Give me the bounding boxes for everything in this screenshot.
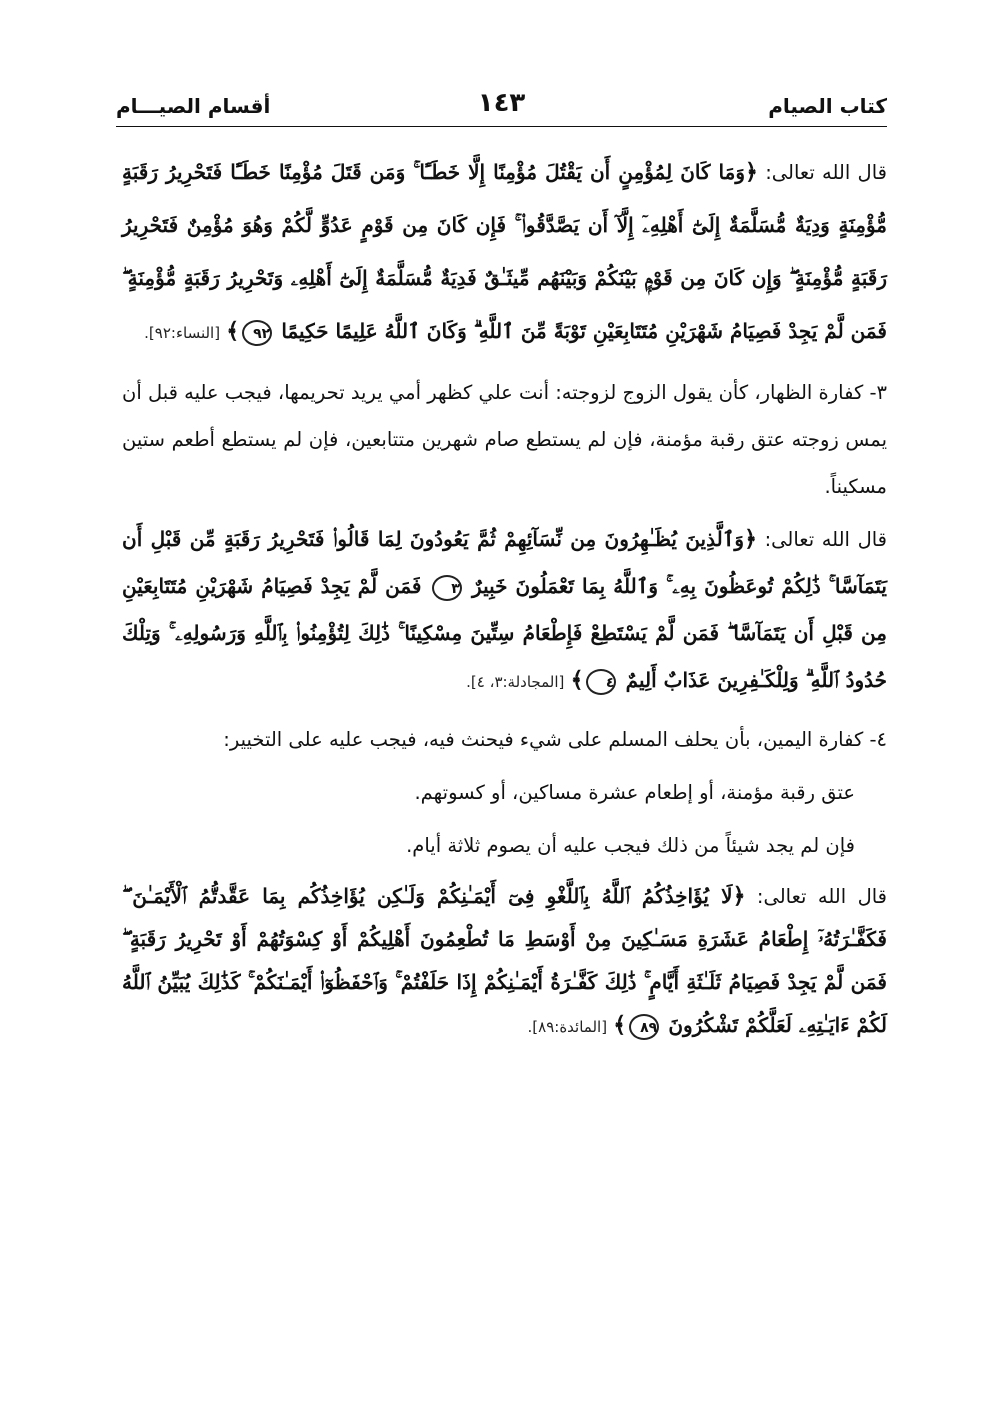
quran-close-ornament: ﴾ — [570, 667, 584, 693]
intro-label: قال الله تعالى: — [756, 885, 887, 908]
list-item-text: كفارة الظهار، كأن يقول الزوج لزوجته: أنت علي كظهر أمي يريد تحريمها، فيجب عليه قبل أن يمس زوجته عتق رقبة مؤمنة، فإن لم يستطع صام شهرين متتابعين، فإن لم يستطع أطعم ستين مسكيناً. — [122, 381, 887, 498]
intro-label: قال الله تعالى: — [764, 528, 887, 551]
list-item-3 — [122, 369, 887, 510]
verse-block-nisa — [122, 146, 887, 359]
quran-verse-text: وَمَا كَانَ لِمُؤْمِنٍ أَن يَقْتُلَ مُؤْمِنًا إِلَّا خَطَـًٔا ۚ وَمَن قَتَلَ مُؤْمِنًا خَطَـًٔا فَتَحْرِيرُ رَقَبَةٍ مُّؤْمِنَةٍ وَدِيَةٌ مُّسَلَّمَةٌ إِلَىٰٓ أَهْلِهِۦٓ إِلَّآ أَن يَصَّدَّقُوا۟ ۚ فَإِن كَانَ مِن قَوْمٍ عَدُوٍّ لَّكُمْ وَهُوَ مُؤْمِنٌ فَتَحْرِيرُ رَقَبَةٍ مُّؤْمِنَةٍ ۖ وَإِن كَانَ مِن قَوْمٍۭ بَيْنَكُمْ وَبَيْنَهُم مِّيثَـٰقٌ فَدِيَةٌ مُّسَلَّمَةٌ إِلَىٰٓ أَهْلِهِۦ وَتَحْرِيرُ رَقَبَةٍ مُّؤْمِنَةٍ ۖ فَمَن لَّمْ يَجِدْ فَصِيَامُ شَهْرَيْنِ مُتَتَابِعَيْنِ تَوْبَةً مِّنَ ٱللَّهِ ۗ وَكَانَ ٱللَّهُ عَلِيمًا حَكِيمًا — [122, 160, 887, 343]
ayah-number-marker: ٤ — [586, 669, 616, 695]
ayah-number-marker: ٣ — [432, 575, 462, 601]
page-content — [122, 140, 887, 1048]
verse-citation: [النساء:٩٢]. — [144, 324, 221, 342]
page-header — [116, 86, 887, 127]
option-line-b: فإن لم يجد شيئاً من ذلك فيجب عليه أن يصوم ثلاثة أيام. — [406, 834, 855, 857]
book-title: كتاب الصيام — [768, 94, 887, 118]
page-number: ١٤٣ — [477, 88, 526, 118]
verse-citation: [المجادلة:٣، ٤]. — [466, 673, 565, 691]
option-line-a: عتق رقبة مؤمنة، أو إطعام عشرة مساكين، أو كسوتهم. — [414, 781, 855, 804]
quran-open-ornament: ﴿ — [732, 883, 746, 909]
list-item-4 — [122, 716, 887, 763]
intro-label: قال الله تعالى: — [765, 161, 887, 184]
list-item-text: كفارة اليمين، بأن يحلف المسلم على شيء فيحنث فيه، فيجب عليه على التخيير: — [223, 728, 864, 751]
quran-open-ornament: ﴿ — [744, 526, 757, 552]
ayah-number-marker: ٨٩ — [629, 1014, 659, 1040]
quran-open-ornament: ﴿ — [745, 159, 758, 185]
quran-verse-text: فَمَن لَّمْ يَجِدْ فَصِيَامُ شَهْرَيْنِ مُتَتَابِعَيْنِ مِن قَبْلِ أَن يَتَمَآسَّا ۖ فَمَن لَّمْ يَسْتَطِعْ فَإِطْعَامُ سِتِّينَ مِسْكِينًا ۚ ذَٰلِكَ لِتُؤْمِنُوا۟ بِٱللَّهِ وَرَسُولِهِۦ ۚ وَتِلْكَ حُدُودُ ٱللَّهِ ۗ وَلِلْكَـٰفِرِينَ عَذَابٌ أَلِيمٌ — [122, 574, 887, 692]
section-title: أقسام الصيـــام — [116, 94, 271, 118]
list-item-number: ٣- — [869, 381, 887, 404]
verse-citation: [المائدة:٨٩]. — [527, 1018, 608, 1036]
ayah-number-marker: ٩٢ — [242, 320, 272, 346]
quran-verse-text: لَا يُؤَاخِذُكُمُ ٱللَّهُ بِٱللَّغْوِ فِىٓ أَيْمَـٰنِكُمْ وَلَـٰكِن يُؤَاخِذُكُم بِمَا عَقَّدتُّمُ ٱلْأَيْمَـٰنَ ۖ فَكَفَّـٰرَتُهُۥٓ إِطْعَامُ عَشَرَةِ مَسَـٰكِينَ مِنْ أَوْسَطِ مَا تُطْعِمُونَ أَهْلِيكُمْ أَوْ كِسْوَتُهُمْ أَوْ تَحْرِيرُ رَقَبَةٍ ۖ فَمَن لَّمْ يَجِدْ فَصِيَامُ ثَلَـٰثَةِ أَيَّامٍ ۚ ذَٰلِكَ كَفَّـٰرَةُ أَيْمَـٰنِكُمْ إِذَا حَلَفْتُمْ ۚ وَٱحْفَظُوٓا۟ أَيْمَـٰنَكُمْ ۚ كَذَٰلِكَ يُبَيِّنُ ٱللَّهُ لَكُمْ ءَايَـٰتِهِۦ لَعَلَّكُمْ تَشْكُرُونَ — [122, 884, 887, 1037]
quran-close-ornament: ﴾ — [613, 1012, 627, 1038]
quran-verse-text: وَٱلَّذِينَ يُظَـٰهِرُونَ مِن نِّسَآئِهِمْ ثُمَّ يَعُودُونَ لِمَا قَالُوا۟ فَتَحْرِيرُ رَقَبَةٍ مِّن قَبْلِ أَن يَتَمَآسَّا ۚ ذَٰلِكُمْ تُوعَظُونَ بِهِۦ ۚ وَٱللَّهُ بِمَا تَعْمَلُونَ خَبِيرٌ — [122, 527, 887, 598]
list-item-number: ٤- — [869, 728, 887, 751]
verse-block-maida — [122, 875, 887, 1048]
verse-block-mujadala — [122, 516, 887, 706]
quran-close-ornament: ﴾ — [226, 318, 240, 344]
